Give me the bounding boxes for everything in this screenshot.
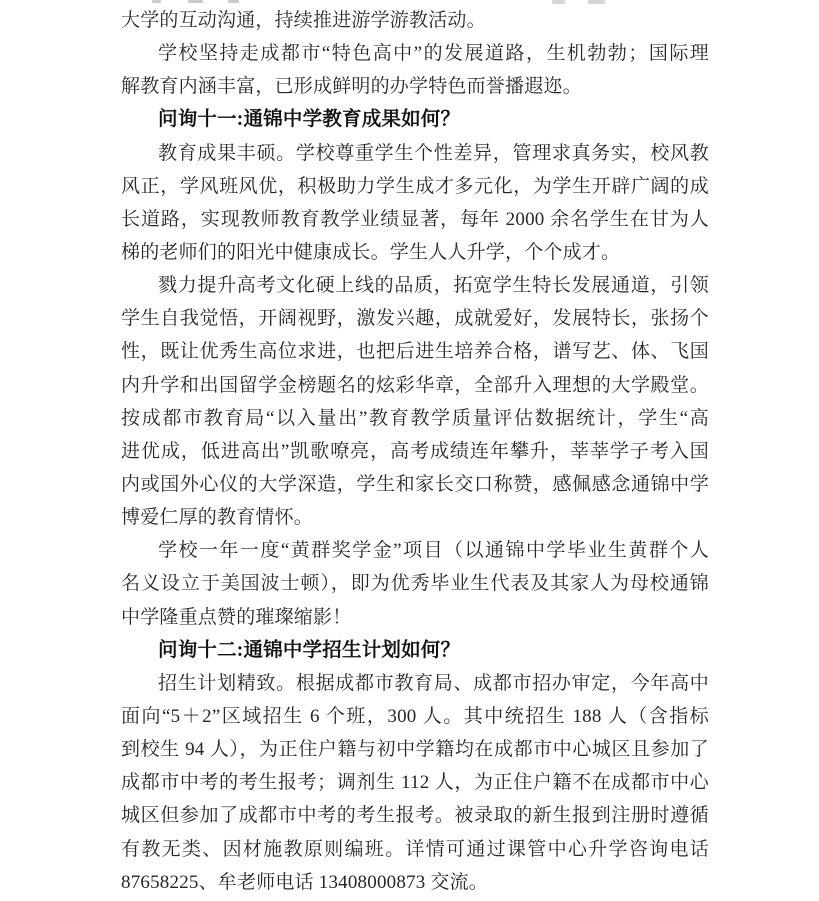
text-line: 招生计划精致。根据成都市教育局、成都市招办审定，今年高中 xyxy=(158,672,709,694)
cropped-character-remnant xyxy=(188,0,203,3)
text-line: 成都市中考的考生报考；调剂生 112 人，为正住户籍不在成都市中心 xyxy=(121,772,709,794)
cropped-character-remnant xyxy=(228,0,239,3)
text-line: 名义设立于美国波士顿），即为优秀毕业生代表及其家人为母校通锦 xyxy=(121,573,709,595)
text-line: 有教无类、因材施教原则编班。详情可通过课管中心升学咨询电话 xyxy=(121,838,709,860)
text-line: 学校坚持走成都市“特色高中”的发展道路，生机勃勃；国际理 xyxy=(158,43,709,65)
text-line: 教育成果丰硕。学校尊重学生个性差异，管理求真务实，校风教 xyxy=(158,142,709,164)
text-line: 梯的老师们的阳光中健康成长。学生人人升学，个个成才。 xyxy=(121,241,621,263)
question-heading: 问询十二:通锦中学招生计划如何？ xyxy=(158,639,461,661)
text-line: 内或国外心仪的大学深造，学生和家长交口称赞，感佩感念通锦中学 xyxy=(121,473,709,495)
text-line: 内升学和出国留学金榜题名的炫彩华章，全部升入理想的大学殿堂。 xyxy=(121,374,709,396)
text-line: 按成都市教育局“以入量出”教育教学质量评估数据统计，学生“高 xyxy=(121,407,709,429)
cropped-character-remnant xyxy=(152,0,161,3)
text-line: 面向“5＋2”区域招生 6 个班，300 人。其中统招生 188 人（含指标 xyxy=(121,705,709,727)
text-line: 长道路，实现教师教育教学业绩显著，每年 2000 余名学生在甘为人 xyxy=(121,208,709,230)
text-line: 风正，学风班风优，积极助力学生成才多元化，为学生开辟广阔的成 xyxy=(121,175,709,197)
text-line: 到校生 94 人），为正住户籍与初中学籍均在成都市中心城区且参加了 xyxy=(121,739,709,761)
text-line: 进优成，低进高出”凯歌嘹亮，高考成绩连年攀升，莘莘学子考入国 xyxy=(121,440,709,462)
text-line: 87658225、牟老师电话 13408000873 交流。 xyxy=(121,871,489,893)
text-line: 学生自我觉悟，开阔视野，激发兴趣，成就爱好，发展特长，张扬个 xyxy=(121,308,709,330)
question-heading: 问询十一:通锦中学教育成果如何？ xyxy=(158,109,461,131)
document-text-block xyxy=(121,4,709,899)
text-line: 戮力提升高考文化硬上线的品质，拓宽学生特长发展通道，引领 xyxy=(158,275,709,297)
text-line: 城区但参加了成都市中考的考生报考。被录取的新生报到注册时遵循 xyxy=(121,805,709,827)
text-line: 博爱仁厚的教育情怀。 xyxy=(121,507,314,529)
text-line: 大学的互动沟通，持续推进游学游教活动。 xyxy=(121,10,486,31)
text-line: 中学隆重点赞的璀璨缩影！ xyxy=(121,606,352,628)
text-line: 性，既让优秀生高位求进，也把后进生培养合格，谱写艺、体、飞国 xyxy=(121,341,709,363)
text-line: 解教育内涵丰富，已形成鲜明的办学特色而誉播遐迩。 xyxy=(121,76,582,98)
text-line: 学校一年一度“黄群奖学金”项目（以通锦中学毕业生黄群个人 xyxy=(158,540,709,562)
